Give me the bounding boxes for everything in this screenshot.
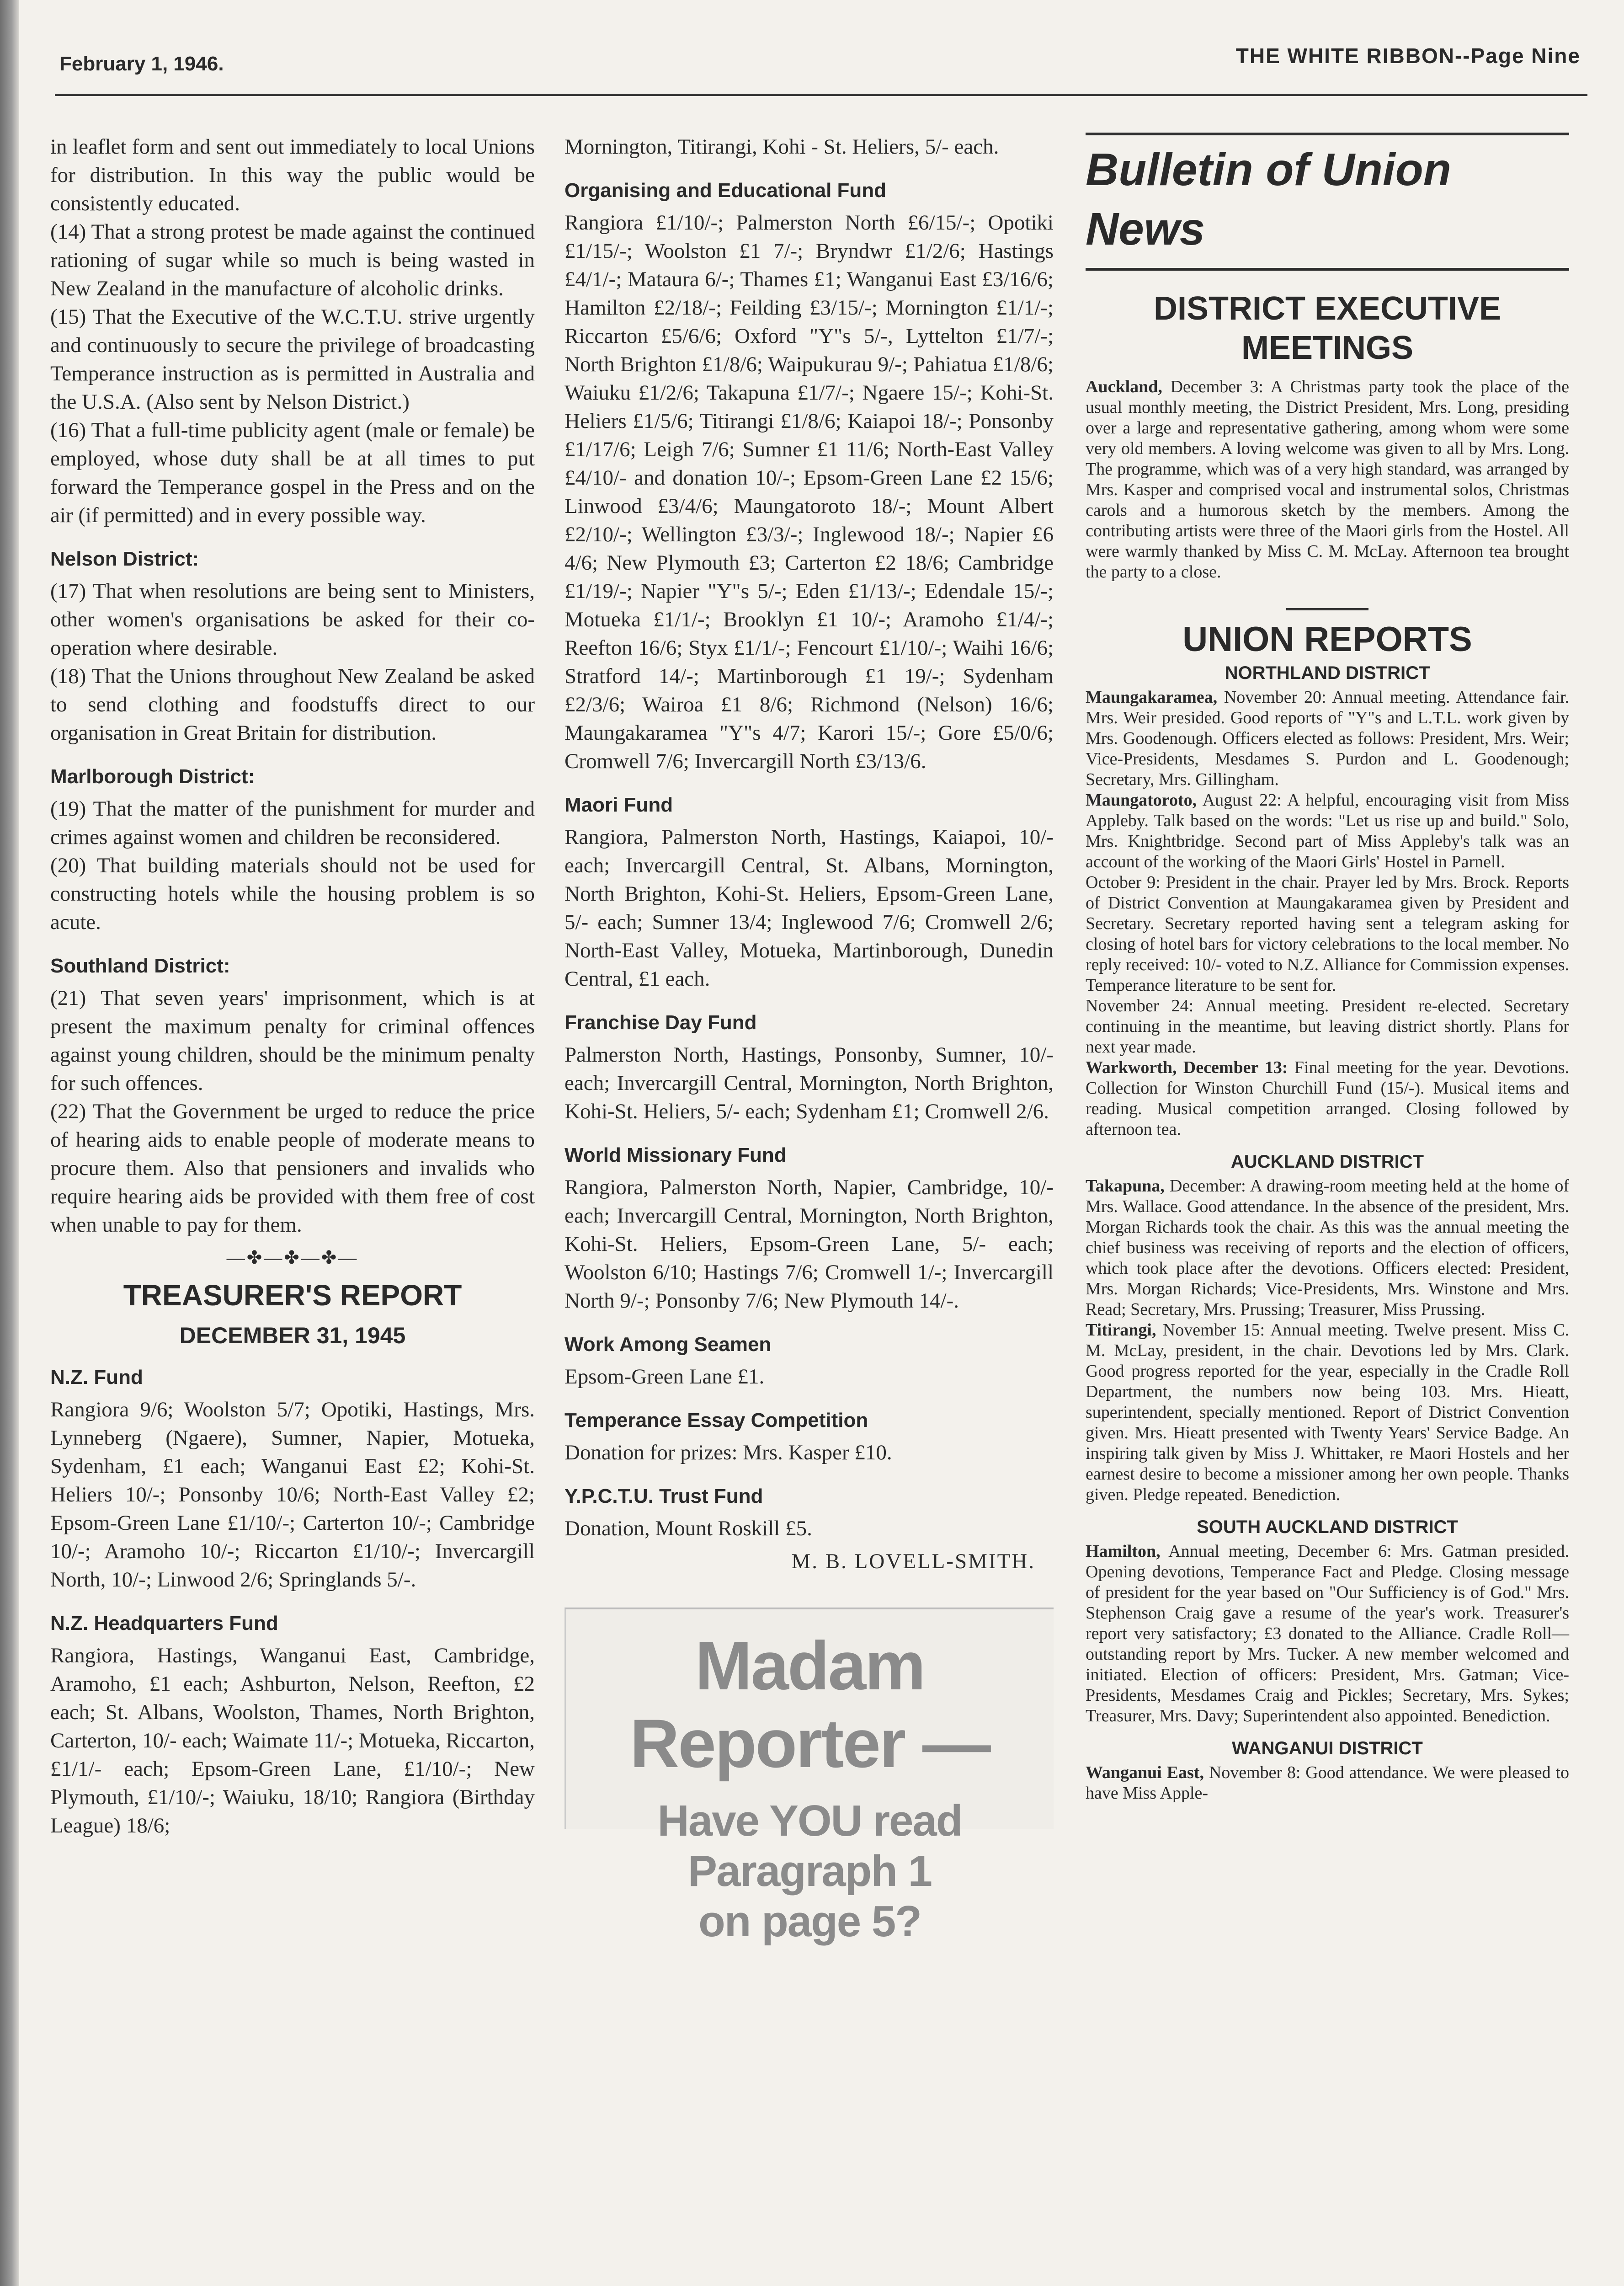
takapuna-text: December: A drawing-room meeting held at the home of Mrs. Wallace. Good attendance. In the absence of the president, Mrs. Morgan Richards took the chair. As this was the annual meeting the chief business was receiving of reports and the election of officers, which took place after the devotions. Officers elected: President, Mrs. Morgan Richards; Vice-Presidents, Mrs. Winstone and Mrs. Read; Secretary, Mrs. Prussing; Treasurer, Miss Prussing. <box>1086 1176 1570 1319</box>
treasurer-signature: M. B. LOVELL-SMITH. <box>791 1549 1035 1573</box>
madam-reporter-notice <box>564 1608 1054 1946</box>
franchise-fund-heading: Franchise Day Fund <box>564 1011 757 1034</box>
resolution-18: (18) That the Unions throughout New Zealand be asked to send clothing and foodstuffs direct to our organisation in Great Britain for distribution. <box>50 664 535 745</box>
organising-fund-heading: Organising and Educational Fund <box>564 179 887 202</box>
titirangi-lead: Titirangi, <box>1086 1320 1156 1340</box>
takapuna-lead: Takapuna, <box>1086 1176 1165 1196</box>
auckland-exec-text: December 3: A Christmas party took the place of the usual monthly meeting, the District President, Mrs. Long, presiding over a large and representative gathering, among whom were some very old members. A loving welcome was given to all by Mrs. Long. The programme, which was of a very high standard, was arranged by Mrs. Kasper and comprised vocal and instrumental solos, Christmas carols and a humorous sketch by the members. Among the contributing artists were three of the Maori girls from the Hostel. All were warmly thanked by Miss C. M. McLay. Afternoon tea brought the party to a close. <box>1086 377 1570 582</box>
notice-line-3: on page 5? <box>698 1897 921 1946</box>
resolution-15: (15) That the Executive of the W.C.T.U. strive urgently and continuously to secure the privilege of broadcasting Temperance instruction as is permitted in Australia and the U.S.A. (Also sent by Nelson District.) <box>50 305 535 414</box>
wanganui-lead: Wanganui East, <box>1086 1763 1204 1782</box>
ypctu-fund-text: Donation, Mount Roskill £5. <box>564 1517 812 1540</box>
bulletin-rule-bottom <box>1086 268 1569 271</box>
auckland-district-heading: AUCKLAND DISTRICT <box>1230 1152 1424 1172</box>
column-middle <box>564 133 1054 1946</box>
column-right <box>1086 133 1569 1804</box>
page-spine <box>0 0 19 2286</box>
treasurers-report-date: DECEMBER 31, 1945 <box>179 1323 406 1348</box>
south-auckland-district-heading: SOUTH AUCKLAND DISTRICT <box>1197 1517 1458 1537</box>
resolution-22: (22) That the Government be urged to reduce the price of hearing aids to enable people of moderate means to procure them. Also that pensioners and invalids who require hearing aids be provided with them free of cost when unable to pay for them. <box>50 1100 535 1237</box>
maungakaramea-text: November 20: Annual meeting. Attendance fair. Mrs. Weir presided. Good reports of "Y"s and L.T.L. work given by Mrs. Goodenough. Officers elected as follows: President, Mrs. Weir; Vice-Presidents, Mesdames S. Purdon and L. Goodenough; Secretary, Mrs. Gillingham. <box>1086 688 1570 789</box>
essay-competition-text: Donation for prizes: Mrs. Kasper £10. <box>564 1441 892 1464</box>
resolution-16: (16) That a full-time publicity agent (male or female) be employed, whose duty shall be at all times to put forward the Temperance gospel in the Press and on the air (if permitted) and in every possible way. <box>50 418 535 527</box>
seamen-text: Epsom-Green Lane £1. <box>564 1365 765 1389</box>
marlborough-district-heading: Marlborough District: <box>50 765 255 788</box>
takapuna-report <box>1086 1176 1569 1320</box>
maungatoroto-report <box>1086 790 1569 872</box>
wanganui-district-heading: WANGANUI DISTRICT <box>1232 1738 1423 1758</box>
notice-line-2: Have YOU read Paragraph 1 <box>657 1796 962 1896</box>
southland-district-heading: Southland District: <box>50 955 230 977</box>
union-reports-rule <box>1286 608 1368 610</box>
notice-headline: Madam Reporter — <box>630 1627 990 1782</box>
resolution-14: (14) That a strong protest be made against the continued rationing of sugar while so much is being wasted in New Zealand in the manufacture of alcoholic drinks. <box>50 220 535 300</box>
page-header <box>59 25 1581 75</box>
auckland-exec-lead: Auckland, <box>1086 377 1162 396</box>
header-rule <box>55 94 1587 96</box>
issue-date: February 1, 1946. <box>59 53 224 75</box>
maungatoroto-lead: Maungatoroto, <box>1086 790 1197 810</box>
ypctu-fund-heading: Y.P.C.T.U. Trust Fund <box>564 1485 763 1507</box>
nelson-district-heading: Nelson District: <box>50 548 199 570</box>
nz-fund-text: Rangiora 9/6; Woolston 5/7; Opotiki, Hastings, Mrs. Lynneberg (Ngaere), Sumner, Napier, Motueka, Sydenham, £1 each; Wanganui East £2; Kohi-St. Heliers 10/-; Ponsonby 10/6; North-East Valley £2; Epsom-Green Lane £1/10/-; Carterton 10/-; Cambridge 10/-; Aramoho 10/-; Riccarton £1/10/-; Invercargill North, 10/-; Linwood 2/6; Springlands 5/-. <box>50 1398 535 1592</box>
titirangi-text: November 15: Annual meeting. Twelve present. Miss C. M. McLay, president, in the chair. Devotions led by Mrs. Clark. Good progress reported for the year, especially in the Cradle Roll Department, the numbers now being 103. Mrs. Hieatt, superintendent, specially mentioned. Report of District Convention given. Mrs. Hieatt presented with Twenty Years' Service Badge. An inspiring talk given by Miss J. Whittaker, re Maori Hostels and her earnest desire to become a missioner among her own people. Thanks given. Pledge repeated. Benediction. <box>1086 1320 1570 1504</box>
warkworth-text: Final meeting for the year. Devotions. Collection for Winston Churchill Fund (15/-). Musical items and reading. Musical competition arranged. Closing followed by afternoon tea. <box>1086 1058 1570 1139</box>
hamilton-lead: Hamilton, <box>1086 1542 1161 1561</box>
missionary-fund-heading: World Missionary Fund <box>564 1144 787 1166</box>
resolution-19: (19) That the matter of the punishment for murder and crimes against women and children be reconsidered. <box>50 797 535 849</box>
district-executive-title: DISTRICT EXECUTIVE MEETINGS <box>1153 290 1502 366</box>
seamen-heading: Work Among Seamen <box>564 1333 772 1356</box>
section-divider: —✤—✤—✤— <box>226 1247 359 1268</box>
maungatoroto-text: August 22: A helpful, encouraging visit from Miss Appleby. Talk based on the words: "Let us rise up and build." Solo, Mrs. Knightbridge. Second part of Miss Appleby's talk was an account of the working of the Maori Girls' Hostel in Parnell. <box>1086 790 1570 871</box>
maori-fund-text: Rangiora, Palmerston North, Hastings, Kaiapoi, 10/- each; Invercargill Central, St. Albans, Mornington, North Brighton, Kohi-St. Heliers, Epsom-Green Lane, 5/- each; Sumner 13/4; Inglewood 7/6; Cromwell 2/6; North-East Valley, Motueka, Martinborough, Dunedin Central, £1 each. <box>564 825 1054 991</box>
maungakaramea-report <box>1086 687 1569 790</box>
column-left <box>50 133 535 1840</box>
treasurers-report-title: TREASURER'S REPORT <box>123 1279 462 1312</box>
november-report: November 24: Annual meeting. President re-elected. Secretary continuing in the meantime, but leaving district shortly. Plans for next year made. <box>1086 996 1569 1057</box>
organising-fund-text: Rangiora £1/10/-; Palmerston North £6/15/-; Opotiki £1/15/-; Woolston £1 7/-; Bryndwr £1/2/6; Hastings £4/1/-; Mataura 6/-; Thames £1; Wanganui East £3/16/6; Hamilton £2/18/-; Feilding £3/15/-; Mornington £1/1/-; Riccarton £5/6/6; Oxford "Y"s 5/-, Lyttelton £1/7/-; North Brighton £1/8/6; Waipukurau 9/-; Pahiatua £1/8/6; Waiuku £1/2/6; Takapuna £1/7/-; Ngaere 15/-; Kohi-St. Heliers £1/5/6; Titirangi £1/8/6; Kaiapoi 18/-; Ponsonby £1/17/6; Leigh 7/6; Sumner £1 11/6; North-East Valley £4/10/- and donation 10/-; Epsom-Green Lane £2 15/6; Linwood £3/4/6; Maungatoroto 18/-; Mount Albert £2/10/-; Wellington £3/3/-; Inglewood 18/-; Napier £6 4/6; New Plymouth £3; Carterton £2 18/6; Cambridge £1/19/-; Napier "Y"s 5/-; Eden £1/13/-; Edendale 15/-; Motueka £1/1/-; Brooklyn £1 10/-; Aramoho £1/4/-; Reefton 16/6; Styx £1/1/-; Fencourt £1/10/-; Waihi 16/6; Stratford 14/-; Martinborough £1 19/-; Sydenham £2/3/6; Wairoa £1 8/6; Richmond (Nelson) 16/6; Maungakaramea "Y"s 4/7; Karori 15/-; Gore £5/0/6; Cromwell 7/6; Invercargill North £3/13/6. <box>564 211 1054 773</box>
warkworth-lead: Warkworth, December 13: <box>1086 1058 1288 1077</box>
essay-competition-heading: Temperance Essay Competition <box>564 1409 868 1431</box>
titirangi-report <box>1086 1320 1569 1505</box>
resolution-20: (20) That building materials should not be used for constructing hotels while the housing problem is so acute. <box>50 854 535 934</box>
hamilton-report <box>1086 1541 1569 1726</box>
wanganui-text: November 8: Good attendance. We were pleased to have Miss Apple- <box>1086 1763 1569 1803</box>
nz-fund-heading: N.Z. Fund <box>50 1366 143 1389</box>
union-reports-title: UNION REPORTS <box>1182 620 1472 659</box>
resolution-17: (17) That when resolutions are being sent to Ministers, other women's organisations be asked for their co-operation where desirable. <box>50 579 535 660</box>
resolution-21: (21) That seven years' imprisonment, which is at present the maximum penalty for criminal offences against young children, should be the minimum penalty for such offences. <box>50 986 535 1095</box>
maori-fund-heading: Maori Fund <box>564 794 673 816</box>
october-report: October 9: President in the chair. Prayer led by Mrs. Brock. Reports of District Convention at Maungakaramea given by President and Secretary. Secretary reported having sent a telegram asking for closing of hotel bars for victory celebrations to the local member. No reply received: 10/- voted to N.Z. Alliance for Commission expenses. Temperance literature to be sent for. <box>1086 873 1569 995</box>
bulletin-title: Bulletin of Union News <box>1086 144 1451 255</box>
franchise-fund-text: Palmerston North, Hastings, Ponsonby, Sumner, 10/- each; Invercargill Central, Mornington, North Brighton, Kohi-St. Heliers, 5/- each; Sydenham £1; Cromwell 2/6. <box>564 1043 1054 1123</box>
northland-district-heading: NORTHLAND DISTRICT <box>1225 663 1430 683</box>
missionary-fund-text: Rangiora, Palmerston North, Napier, Cambridge, 10/- each; Invercargill Central, Mornington, North Brighton, Kohi-St. Heliers, Epsom-Green Lane, 5/- each; Woolston 6/10; Hastings 7/6; Cromwell 1/-; Invercargill North 9/-; Ponsonby 7/6; New Plymouth 14/-. <box>564 1175 1054 1313</box>
hamilton-text: Annual meeting, December 6: Mrs. Gatman presided. Opening devotions, Temperance Fact and Pledge. Closing message of president for the year based on "Our Sufficiency is of God." Mrs. Stephenson Craig gave a resume of the year's work. Treasurer's report very satisfactory; £3 donated to the Alliance. Cradle Roll—outstanding report by Mrs. Tucker. A new member welcomed and initiated. Election of officers: President, Mrs. Gatman; Vice-Presidents, Mesdames Craig and Pickles; Secretary, Mrs. Sykes; Treasurer, Mrs. Davy; Superintendent also appointed. Benediction. <box>1086 1542 1570 1725</box>
wanganui-report <box>1086 1763 1569 1804</box>
warkworth-report <box>1086 1058 1569 1140</box>
continued-fund-text: Mornington, Titirangi, Kohi - St. Heliers, 5/- each. <box>564 135 999 159</box>
hq-fund-text: Rangiora, Hastings, Wanganui East, Cambridge, Aramoho, £1 each; Ashburton, Nelson, Reefton, £2 each; St. Albans, Woolston, Thames, North Brighton, Carterton, 10/- each; Waimate 11/-; Motueka, Riccarton, £1/1/- each; Epsom-Green Lane, £1/10/-; New Plymouth, £1/10/-; Waiuku, 18/10; Rangiora (Birthday League) 18/6; <box>50 1644 535 1837</box>
running-title: THE WHITE RIBBON--Page Nine <box>1235 44 1581 68</box>
auckland-exec-report <box>1086 377 1569 582</box>
maungakaramea-lead: Maungakaramea, <box>1086 688 1218 707</box>
continued-text: in leaflet form and sent out immediately to local Unions for distribution. In this way the public would be consistently educated. <box>50 135 535 215</box>
hq-fund-heading: N.Z. Headquarters Fund <box>50 1612 278 1634</box>
